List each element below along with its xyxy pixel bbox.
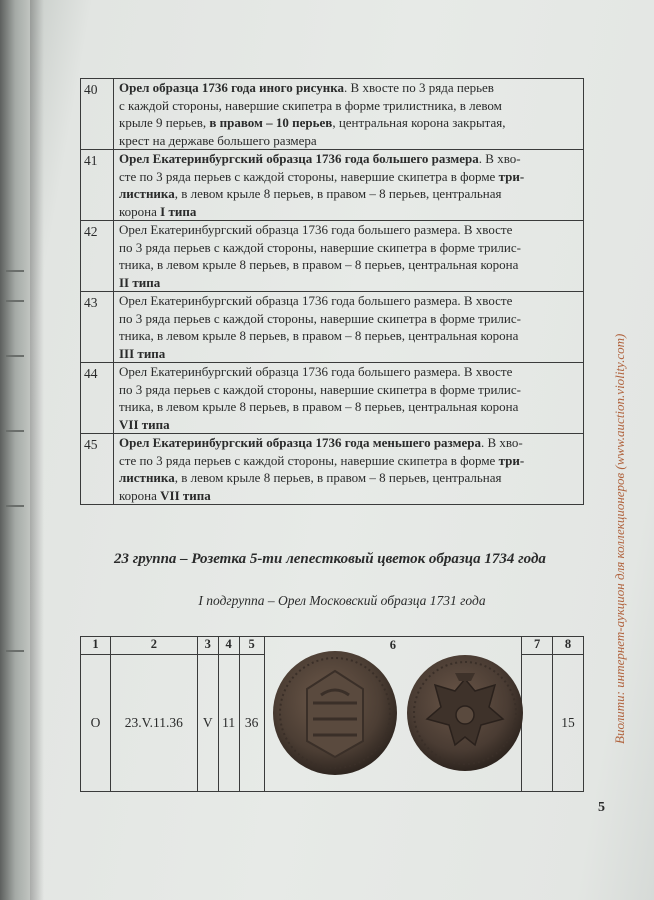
cell-col4: 11: [218, 655, 239, 792]
text-segment: . В хво-: [478, 151, 521, 166]
text-segment: тника, в левом крыле 8 перьев, в правом – 8 перьев, центральная корона: [119, 399, 519, 414]
coin-photo-cell: [264, 637, 522, 792]
col-header-4: 4: [218, 637, 239, 655]
bold-text: Орел Екатеринбургский образца 1736 года меньшего размера: [119, 435, 481, 450]
previous-page-edge: [0, 0, 34, 900]
col-header-7: 7: [522, 637, 553, 655]
description-line: [119, 416, 579, 434]
bold-text: листника: [119, 470, 175, 485]
row-description: [114, 150, 584, 221]
text-segment: . В хвосте по 3 ряда перьев: [344, 80, 494, 95]
text-segment: Орел Екатеринбургский образца 1736 года большего размера. В хвосте: [119, 293, 513, 308]
description-line: [119, 452, 579, 470]
description-line: [119, 434, 579, 452]
description-line: [119, 150, 579, 168]
cell-col8: 15: [553, 655, 584, 792]
text-segment: корона: [119, 487, 161, 503]
text-segment: сте по 3 ряда перьев с каждой стороны, навершие скипетра в форме: [119, 452, 499, 468]
page-gutter-shadow: [30, 0, 44, 900]
description-line: [119, 97, 579, 115]
description-line: [119, 203, 579, 221]
text-segment: тника, в левом крыле 8 перьев, в правом – 8 перьев, центральная корона: [119, 328, 519, 343]
row-number: 44: [81, 363, 114, 434]
bold-text: Орел Екатеринбургский образца 1736 года большего размера: [119, 151, 479, 166]
coin-photo: [267, 641, 527, 791]
bold-text: III типа: [119, 345, 166, 361]
watermark-side-text: Виолити: интернет-аукцион для коллекционеров (www.auction.violity.com): [612, 333, 627, 744]
eagle-types-table: [80, 78, 584, 505]
eagle-types-rows: [81, 79, 584, 505]
col-header-2: 2: [110, 637, 197, 655]
bold-text: Орел образца 1736 года иного рисунка: [119, 80, 345, 95]
description-line: [119, 185, 579, 203]
description-line: [119, 327, 579, 345]
description-line: [119, 168, 579, 186]
text-segment: по 3 ряда перьев с каждой стороны, навершие скипетра в форме трилис-: [119, 239, 521, 255]
description-line: [119, 256, 579, 274]
text-segment: с каждой стороны, навершие скипетра в форме трилистника, в левом: [119, 97, 502, 113]
cell-variety: V: [197, 655, 218, 792]
description-line: [119, 114, 579, 132]
cell-rarity: О: [81, 655, 111, 792]
text-segment: крест на державе большего размера: [119, 132, 317, 148]
row-description: [114, 79, 584, 150]
text-segment: , в левом крыле 8 перьев, в правом – 8 перьев, центральная: [174, 186, 502, 201]
text-segment: корона: [119, 203, 161, 219]
coin-obverse: [273, 651, 397, 775]
row-number: 41: [81, 150, 114, 221]
coin-table-header: [81, 637, 584, 655]
subgroup-title: I подгруппа – Орел Московский образца 1731 года: [198, 593, 486, 608]
text-segment: сте по 3 ряда перьев с каждой стороны, навершие скипетра в форме: [119, 168, 499, 184]
description-line: [119, 381, 579, 399]
text-segment: крыле 9 перьев,: [119, 115, 210, 130]
bold-text: VII типа: [119, 416, 170, 432]
text-segment: Орел Екатеринбургский образца 1736 года большего размера. В хвосте: [119, 222, 513, 237]
bold-text: I типа: [160, 203, 197, 219]
table-row: [81, 221, 584, 292]
col-header-5: 5: [239, 637, 264, 655]
group-title: 23 группа – Розетка 5-ти лепестковый цветок образца 1734 года: [114, 551, 546, 567]
table-row: [81, 292, 584, 363]
coin-reverse: [407, 655, 523, 771]
table-row: [81, 79, 584, 150]
description-line: [119, 132, 579, 150]
row-description: [114, 434, 584, 505]
text-segment: , в левом крыле 8 перьев, в правом – 8 перьев, центральная: [174, 470, 502, 485]
bold-text: три-: [498, 452, 525, 468]
text-segment: по 3 ряда перьев с каждой стороны, навершие скипетра в форме трилис-: [119, 381, 521, 397]
description-line: [119, 345, 579, 363]
row-number: 43: [81, 292, 114, 363]
text-segment: . В хво-: [480, 435, 523, 450]
table-row: [81, 363, 584, 434]
page-number: 5: [598, 800, 605, 815]
description-line: [119, 487, 579, 505]
row-number: 40: [81, 79, 114, 150]
row-description: [114, 221, 584, 292]
row-number: 45: [81, 434, 114, 505]
coin-catalog-table: [80, 636, 584, 792]
bold-text: три-: [498, 168, 525, 184]
bold-text: листника: [119, 186, 175, 201]
description-line: [119, 79, 579, 97]
col-header-6: 6: [389, 638, 396, 652]
row-description: [114, 363, 584, 434]
col-header-1: 1: [81, 637, 111, 655]
description-line: [119, 239, 579, 257]
description-line: [119, 469, 579, 487]
cell-die-code: 23.V.11.36: [110, 655, 197, 792]
row-description: [114, 292, 584, 363]
description-line: [119, 221, 579, 239]
table-row: [81, 150, 584, 221]
table-row: [81, 434, 584, 505]
description-line: [119, 292, 579, 310]
text-segment: по 3 ряда перьев с каждой стороны, навершие скипетра в форме трилис-: [119, 310, 521, 326]
col-header-8: 8: [553, 637, 584, 655]
bold-text: II типа: [119, 274, 161, 290]
bold-text: VII типа: [160, 487, 211, 503]
col-header-3: 3: [197, 637, 218, 655]
text-segment: , центральная корона закрытая,: [332, 115, 506, 130]
text-segment: Орел Екатеринбургский образца 1736 года большего размера. В хвосте: [119, 364, 513, 379]
description-line: [119, 398, 579, 416]
row-number: 42: [81, 221, 114, 292]
bold-text: в правом – 10 перьев: [209, 115, 333, 130]
description-line: [119, 274, 579, 292]
cell-col5: 36: [239, 655, 264, 792]
description-line: [119, 310, 579, 328]
text-segment: тника, в левом крыле 8 перьев, в правом – 8 перьев, центральная корона: [119, 257, 519, 272]
description-line: [119, 363, 579, 381]
